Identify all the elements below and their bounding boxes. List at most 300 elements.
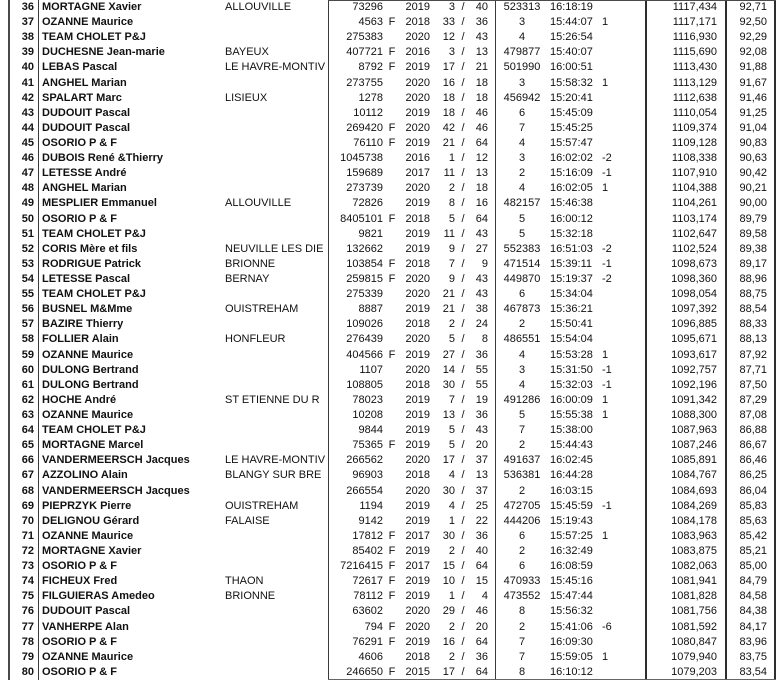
table-row bbox=[8, 378, 774, 393]
cell-ring-number: 275383 bbox=[346, 32, 383, 44]
cell-clock-time: 16:09:30 bbox=[550, 636, 593, 648]
table-row bbox=[8, 0, 774, 15]
cell-total: 37 bbox=[475, 455, 488, 467]
cell-speed: 1104,261 bbox=[671, 198, 717, 210]
cell-rank: 42 bbox=[21, 92, 34, 104]
cell-fancier-name: OSORIO P & F bbox=[42, 213, 117, 225]
cell-year: 2016 bbox=[405, 153, 430, 165]
cell-fancier-name: MORTAGNE Marcel bbox=[42, 440, 144, 452]
cell-distance: 4 bbox=[518, 379, 526, 391]
rank-column-separator bbox=[38, 0, 39, 680]
cell-year: 2019 bbox=[405, 138, 430, 150]
cell-position: 1 bbox=[448, 153, 455, 165]
table-row bbox=[8, 499, 774, 514]
cell-ring-number: 63602 bbox=[352, 606, 383, 618]
cell-percent: 88,33 bbox=[739, 319, 767, 331]
cell-rank: 71 bbox=[21, 530, 34, 542]
cell-speed: 1102,647 bbox=[671, 228, 717, 240]
cell-distance: 2 bbox=[518, 168, 526, 180]
cell-ring-number: 73296 bbox=[352, 2, 383, 14]
cell-total: 13 bbox=[475, 470, 488, 482]
cell-percent: 84,58 bbox=[739, 591, 767, 603]
cell-distance: 7 bbox=[518, 122, 526, 134]
table-row bbox=[8, 76, 774, 91]
cell-position: 7 bbox=[448, 394, 455, 406]
cell-distance: 491637 bbox=[503, 455, 541, 467]
table-row bbox=[8, 181, 774, 196]
cell-ring-number: 10208 bbox=[352, 410, 383, 421]
cell-distance: 6 bbox=[518, 289, 526, 301]
cell-distance: 4 bbox=[518, 183, 526, 195]
cell-percent: 92,71 bbox=[739, 2, 767, 14]
cell-sex-flag: F bbox=[388, 274, 396, 286]
cell-city: LISIEUX bbox=[225, 92, 268, 104]
cell-position: 18 bbox=[442, 107, 455, 119]
cell-rank: 60 bbox=[21, 364, 34, 376]
cell-clock-time: 16:02:05 bbox=[550, 183, 593, 195]
cell-fancier-name: VANDERMEERSCH Jacques bbox=[42, 485, 190, 497]
cell-percent: 83,54 bbox=[739, 666, 767, 678]
cell-sex-flag: F bbox=[388, 62, 396, 74]
cell-speed: 1098,360 bbox=[671, 274, 717, 286]
cell-percent: 88,54 bbox=[739, 304, 767, 316]
cell-total: 25 bbox=[475, 500, 488, 512]
cell-clock-time: 15:57:25 bbox=[550, 530, 593, 542]
cell-ring-number: 96903 bbox=[352, 470, 383, 482]
cell-ring-number: 132662 bbox=[346, 243, 383, 255]
cell-fancier-name: DUDOUIT Pascal bbox=[42, 122, 131, 134]
cell-slash: / bbox=[461, 440, 465, 452]
cell-slash: / bbox=[461, 410, 465, 421]
table-row bbox=[8, 60, 774, 75]
cell-position: 17 bbox=[442, 62, 455, 74]
cell-percent: 87,92 bbox=[739, 349, 767, 361]
cell-speed: 1109,128 bbox=[671, 138, 717, 150]
cell-fancier-name: OZANNE Maurice bbox=[42, 530, 134, 542]
cell-clock-time: 16:00:09 bbox=[550, 394, 593, 406]
cell-ring-number: 78023 bbox=[352, 394, 383, 406]
cell-fancier-name: LETESSE André bbox=[42, 168, 127, 180]
cell-year: 2019 bbox=[405, 304, 430, 316]
cell-speed: 1083,875 bbox=[671, 545, 717, 557]
cell-rank: 61 bbox=[21, 379, 34, 391]
table-row bbox=[8, 242, 774, 257]
cell-speed: 1115,690 bbox=[672, 47, 717, 59]
table-row bbox=[8, 332, 774, 347]
cell-year: 2019 bbox=[405, 545, 430, 557]
table-row bbox=[8, 423, 774, 438]
cell-ring-number: 1194 bbox=[359, 500, 383, 512]
cell-clock-time: 15:47:44 bbox=[550, 591, 593, 603]
table-row bbox=[8, 574, 774, 589]
cell-total: 24 bbox=[475, 319, 488, 331]
cell-total: 37 bbox=[475, 485, 488, 497]
cell-clock-time: 15:32:18 bbox=[550, 228, 593, 240]
table-row bbox=[8, 45, 774, 60]
cell-distance: 5 bbox=[518, 410, 526, 421]
cell-total: 21 bbox=[475, 62, 488, 74]
cell-clock-time: 15:44:07 bbox=[550, 17, 593, 29]
cell-fancier-name: DUCHESNE Jean-marie bbox=[42, 47, 165, 59]
cell-clock-time: 15:54:04 bbox=[550, 334, 593, 346]
cell-distance: 444206 bbox=[503, 515, 541, 527]
cell-slash: / bbox=[461, 394, 465, 406]
cell-total: 20 bbox=[475, 621, 488, 633]
cell-percent: 87,29 bbox=[739, 394, 767, 406]
cell-speed: 1103,174 bbox=[671, 213, 717, 225]
cell-adjustment: -1 bbox=[602, 258, 612, 270]
cell-slash: / bbox=[461, 530, 465, 542]
cell-year: 2015 bbox=[405, 666, 430, 678]
cell-clock-time: 15:31:50 bbox=[550, 364, 593, 376]
cell-total: 43 bbox=[475, 425, 488, 437]
cell-slash: / bbox=[461, 289, 465, 301]
cell-slash: / bbox=[461, 364, 465, 376]
cell-rank: 40 bbox=[21, 62, 34, 74]
cell-year: 2020 bbox=[405, 289, 430, 301]
cell-ring-number: 1107 bbox=[359, 364, 383, 376]
cell-rank: 43 bbox=[21, 107, 34, 119]
cell-city: BLANGY SUR BRE bbox=[225, 470, 322, 482]
cell-year: 2019 bbox=[405, 228, 430, 240]
cell-slash: / bbox=[461, 666, 465, 678]
cell-distance: 2 bbox=[518, 485, 526, 497]
cell-distance: 471514 bbox=[503, 258, 541, 270]
cell-total: 36 bbox=[475, 651, 488, 663]
cell-adjustment: 1 bbox=[602, 410, 609, 421]
table-row bbox=[8, 589, 774, 604]
cell-ring-number: 276439 bbox=[346, 334, 383, 346]
cell-position: 2 bbox=[448, 621, 455, 633]
cell-total: 16 bbox=[475, 198, 488, 210]
cell-sex-flag: F bbox=[388, 561, 396, 573]
cell-speed: 1082,063 bbox=[671, 561, 717, 573]
cell-ring-number: 72826 bbox=[352, 198, 383, 210]
cell-rank: 67 bbox=[21, 470, 34, 482]
cell-fancier-name: MESPLIER Emmanuel bbox=[42, 198, 157, 210]
cell-position: 1 bbox=[448, 591, 455, 603]
cell-year: 2020 bbox=[405, 274, 430, 286]
cell-ring-number: 8792 bbox=[358, 62, 383, 74]
cell-rank: 47 bbox=[21, 168, 34, 180]
cell-clock-time: 15:32:03 bbox=[550, 379, 593, 391]
cell-clock-time: 16:18:19 bbox=[550, 2, 593, 14]
table-row bbox=[8, 106, 774, 121]
cell-city: BERNAY bbox=[225, 274, 270, 286]
cell-ring-number: 7216415 bbox=[340, 561, 383, 573]
cell-clock-time: 15:36:21 bbox=[550, 304, 593, 316]
cell-distance: 491286 bbox=[503, 394, 541, 406]
cell-rank: 41 bbox=[21, 77, 34, 89]
cell-slash: / bbox=[461, 274, 465, 286]
cell-ring-number: 85402 bbox=[352, 545, 383, 557]
cell-distance: 2 bbox=[518, 621, 526, 633]
cell-rank: 58 bbox=[21, 334, 34, 346]
cell-position: 21 bbox=[442, 138, 455, 150]
cell-city: HONFLEUR bbox=[225, 334, 286, 346]
cell-rank: 57 bbox=[21, 319, 34, 331]
cell-total: 8 bbox=[481, 334, 488, 346]
table-row bbox=[8, 196, 774, 211]
cell-ring-number: 109026 bbox=[346, 319, 383, 331]
cell-sex-flag: F bbox=[388, 440, 396, 452]
cell-year: 2019 bbox=[405, 2, 430, 14]
cell-clock-time: 15:20:41 bbox=[550, 92, 593, 104]
cell-year: 2019 bbox=[405, 198, 430, 210]
cell-fancier-name: TEAM CHOLET P&J bbox=[42, 425, 146, 437]
cell-fancier-name: VANHERPE Alan bbox=[42, 621, 129, 633]
cell-position: 1 bbox=[448, 515, 455, 527]
cell-city: ST ETIENNE DU R bbox=[225, 394, 320, 406]
cell-fancier-name: AZZOLINO Alain bbox=[42, 470, 128, 482]
cell-sex-flag: F bbox=[388, 349, 396, 361]
cell-percent: 87,50 bbox=[739, 379, 767, 391]
cell-fancier-name: FICHEUX Fred bbox=[42, 576, 118, 588]
cell-adjustment: -1 bbox=[602, 379, 612, 391]
cell-distance: 3 bbox=[518, 17, 526, 29]
cell-percent: 87,71 bbox=[739, 364, 767, 376]
cell-percent: 85,21 bbox=[739, 545, 767, 557]
cell-ring-number: 259815 bbox=[346, 274, 383, 286]
cell-year: 2020 bbox=[405, 606, 430, 618]
cell-distance: 472705 bbox=[503, 500, 541, 512]
cell-adjustment: -2 bbox=[602, 243, 612, 255]
cell-percent: 91,88 bbox=[739, 62, 767, 74]
cell-percent: 91,25 bbox=[739, 107, 767, 119]
cell-distance: 7 bbox=[518, 425, 526, 437]
cell-rank: 62 bbox=[21, 394, 34, 406]
cell-slash: / bbox=[461, 636, 465, 648]
cell-ring-number: 407721 bbox=[346, 47, 383, 59]
cell-position: 33 bbox=[442, 17, 455, 29]
cell-year: 2018 bbox=[405, 651, 430, 663]
cell-sex-flag: F bbox=[388, 591, 396, 603]
table-row bbox=[8, 151, 774, 166]
cell-position: 5 bbox=[448, 334, 455, 346]
cell-ring-number: 9844 bbox=[358, 425, 383, 437]
cell-fancier-name: VANDERMEERSCH Jacques bbox=[42, 455, 190, 467]
cell-ring-number: 266562 bbox=[346, 455, 383, 467]
cell-ring-number: 4606 bbox=[358, 651, 383, 663]
cell-clock-time: 15:45:09 bbox=[550, 107, 593, 119]
cell-speed: 1091,342 bbox=[671, 394, 717, 406]
cell-slash: / bbox=[461, 500, 465, 512]
cell-fancier-name: MORTAGNE Xavier bbox=[42, 545, 142, 557]
table-row bbox=[8, 212, 774, 227]
cell-speed: 1092,757 bbox=[671, 364, 717, 376]
table-row bbox=[8, 453, 774, 468]
cell-slash: / bbox=[461, 485, 465, 497]
cell-year: 2019 bbox=[405, 349, 430, 361]
cell-clock-time: 15:44:43 bbox=[550, 440, 593, 452]
cell-fancier-name: OSORIO P & F bbox=[42, 636, 117, 648]
cell-sex-flag: F bbox=[388, 47, 396, 59]
cell-total: 43 bbox=[475, 274, 488, 286]
cell-speed: 1113,430 bbox=[672, 62, 717, 74]
cell-percent: 91,46 bbox=[739, 92, 767, 104]
cell-speed: 1087,963 bbox=[671, 425, 717, 437]
cell-slash: / bbox=[461, 470, 465, 482]
cell-fancier-name: DULONG Bertrand bbox=[42, 379, 139, 391]
cell-distance: 4 bbox=[518, 349, 526, 361]
cell-percent: 85,63 bbox=[739, 515, 767, 527]
cell-sex-flag: F bbox=[388, 545, 396, 557]
cell-city: BAYEUX bbox=[225, 47, 269, 59]
cell-year: 2018 bbox=[405, 258, 430, 270]
cell-total: 43 bbox=[475, 289, 488, 301]
cell-speed: 1110,054 bbox=[672, 107, 717, 119]
cell-slash: / bbox=[461, 213, 465, 225]
cell-rank: 38 bbox=[21, 32, 34, 44]
cell-slash: / bbox=[461, 319, 465, 331]
cell-year: 2020 bbox=[405, 455, 430, 467]
cell-year: 2019 bbox=[405, 515, 430, 527]
cell-distance: 486551 bbox=[503, 334, 541, 346]
cell-slash: / bbox=[461, 77, 465, 89]
cell-position: 4 bbox=[448, 470, 455, 482]
cell-year: 2018 bbox=[405, 213, 430, 225]
cell-total: 38 bbox=[475, 304, 488, 316]
cell-position: 11 bbox=[443, 168, 455, 180]
cell-rank: 44 bbox=[21, 122, 34, 134]
cell-clock-time: 15:57:47 bbox=[550, 138, 593, 150]
cell-fancier-name: SPALART Marc bbox=[42, 92, 122, 104]
cell-year: 2019 bbox=[405, 500, 430, 512]
table-row bbox=[8, 438, 774, 453]
cell-year: 2020 bbox=[405, 77, 430, 89]
cell-fancier-name: HOCHE André bbox=[42, 394, 117, 406]
cell-ring-number: 273739 bbox=[346, 183, 383, 195]
cell-percent: 92,29 bbox=[739, 32, 767, 44]
cell-speed: 1117,171 bbox=[672, 17, 717, 29]
cell-speed: 1092,196 bbox=[671, 379, 717, 391]
cell-position: 42 bbox=[442, 122, 455, 134]
cell-position: 2 bbox=[448, 651, 455, 663]
cell-speed: 1098,673 bbox=[671, 258, 717, 270]
cell-adjustment: 1 bbox=[602, 183, 609, 195]
cell-year: 2017 bbox=[405, 561, 430, 573]
cell-speed: 1107,910 bbox=[671, 168, 717, 180]
cell-rank: 66 bbox=[21, 455, 34, 467]
cell-clock-time: 16:00:51 bbox=[550, 62, 593, 74]
cell-rank: 54 bbox=[21, 274, 34, 286]
top-cut-rule bbox=[328, 0, 776, 1]
cell-year: 2019 bbox=[405, 576, 430, 588]
cell-rank: 68 bbox=[21, 485, 34, 497]
cell-year: 2019 bbox=[405, 243, 430, 255]
cell-slash: / bbox=[461, 304, 465, 316]
cell-distance: 4 bbox=[518, 32, 526, 44]
cell-position: 30 bbox=[442, 530, 455, 542]
cell-position: 5 bbox=[448, 425, 455, 437]
cell-position: 12 bbox=[442, 32, 455, 44]
cell-percent: 87,08 bbox=[739, 410, 767, 421]
table-row bbox=[8, 166, 774, 181]
cell-adjustment: 1 bbox=[602, 530, 609, 542]
cell-position: 8 bbox=[448, 198, 455, 210]
cell-adjustment: 1 bbox=[602, 394, 609, 406]
table-row bbox=[8, 408, 774, 423]
cell-year: 2018 bbox=[405, 319, 430, 331]
cell-percent: 89,17 bbox=[739, 258, 767, 270]
cell-rank: 80 bbox=[21, 666, 34, 678]
points-column-left-separator bbox=[645, 0, 647, 680]
cell-distance: 6 bbox=[518, 107, 526, 119]
cell-percent: 86,67 bbox=[739, 440, 767, 452]
cell-slash: / bbox=[461, 17, 465, 29]
cell-distance: 3 bbox=[518, 153, 526, 165]
cell-slash: / bbox=[461, 455, 465, 467]
cell-city: NEUVILLE LES DIE bbox=[225, 243, 324, 255]
cell-sex-flag: F bbox=[388, 213, 396, 225]
cell-percent: 86,25 bbox=[739, 470, 767, 482]
cell-fancier-name: FOLLIER Alain bbox=[42, 334, 119, 346]
cell-ring-number: 8887 bbox=[358, 304, 383, 316]
table-row bbox=[8, 529, 774, 544]
cell-adjustment: -6 bbox=[602, 621, 612, 633]
cell-total: 12 bbox=[475, 153, 488, 165]
cell-total: 13 bbox=[475, 168, 488, 180]
cell-adjustment: 1 bbox=[602, 77, 609, 89]
cell-clock-time: 15:46:38 bbox=[550, 198, 593, 210]
points-column-right-separator bbox=[725, 0, 727, 680]
cell-total: 64 bbox=[475, 213, 488, 225]
cell-fancier-name: DUDOUIT Pascal bbox=[42, 107, 131, 119]
cell-ring-number: 1278 bbox=[358, 92, 383, 104]
cell-rank: 74 bbox=[21, 576, 34, 588]
cell-fancier-name: LETESSE Pascal bbox=[42, 274, 131, 286]
cell-speed: 1084,269 bbox=[671, 500, 717, 512]
cell-clock-time: 15:39:11 bbox=[550, 258, 593, 270]
cell-slash: / bbox=[461, 228, 465, 240]
cell-speed: 1087,246 bbox=[671, 440, 717, 452]
cell-total: 18 bbox=[475, 77, 488, 89]
cell-speed: 1079,940 bbox=[671, 651, 717, 663]
cell-ring-number: 103854 bbox=[346, 258, 383, 270]
cell-slash: / bbox=[461, 107, 465, 119]
cell-year: 2020 bbox=[405, 485, 430, 497]
cell-year: 2020 bbox=[405, 364, 430, 376]
cell-rank: 63 bbox=[21, 410, 34, 421]
cell-clock-time: 15:53:28 bbox=[550, 349, 593, 361]
cell-ring-number: 269420 bbox=[346, 122, 383, 134]
cell-ring-number: 246650 bbox=[346, 666, 383, 678]
cell-percent: 89,58 bbox=[739, 228, 767, 240]
cell-position: 21 bbox=[442, 304, 455, 316]
cell-distance: 6 bbox=[518, 530, 526, 542]
cell-city: BRIONNE bbox=[225, 591, 276, 603]
cell-fancier-name: OZANNE Maurice bbox=[42, 410, 134, 421]
cell-slash: / bbox=[461, 576, 465, 588]
cell-total: 4 bbox=[481, 591, 488, 603]
cell-distance: 523313 bbox=[503, 2, 541, 14]
cell-distance: 3 bbox=[518, 77, 526, 89]
cell-percent: 85,00 bbox=[739, 561, 767, 573]
cell-ring-number: 159689 bbox=[346, 168, 383, 180]
cell-position: 2 bbox=[448, 545, 455, 557]
cell-total: 13 bbox=[475, 47, 488, 59]
cell-slash: / bbox=[461, 243, 465, 255]
cell-year: 2019 bbox=[405, 107, 430, 119]
cell-year: 2020 bbox=[405, 92, 430, 104]
cell-slash: / bbox=[461, 606, 465, 618]
cell-percent: 89,79 bbox=[739, 213, 767, 225]
cell-slash: / bbox=[461, 138, 465, 150]
cell-distance: 2 bbox=[518, 319, 526, 331]
cell-position: 13 bbox=[442, 410, 455, 421]
cell-slash: / bbox=[461, 168, 465, 180]
cell-sex-flag: F bbox=[388, 621, 396, 633]
